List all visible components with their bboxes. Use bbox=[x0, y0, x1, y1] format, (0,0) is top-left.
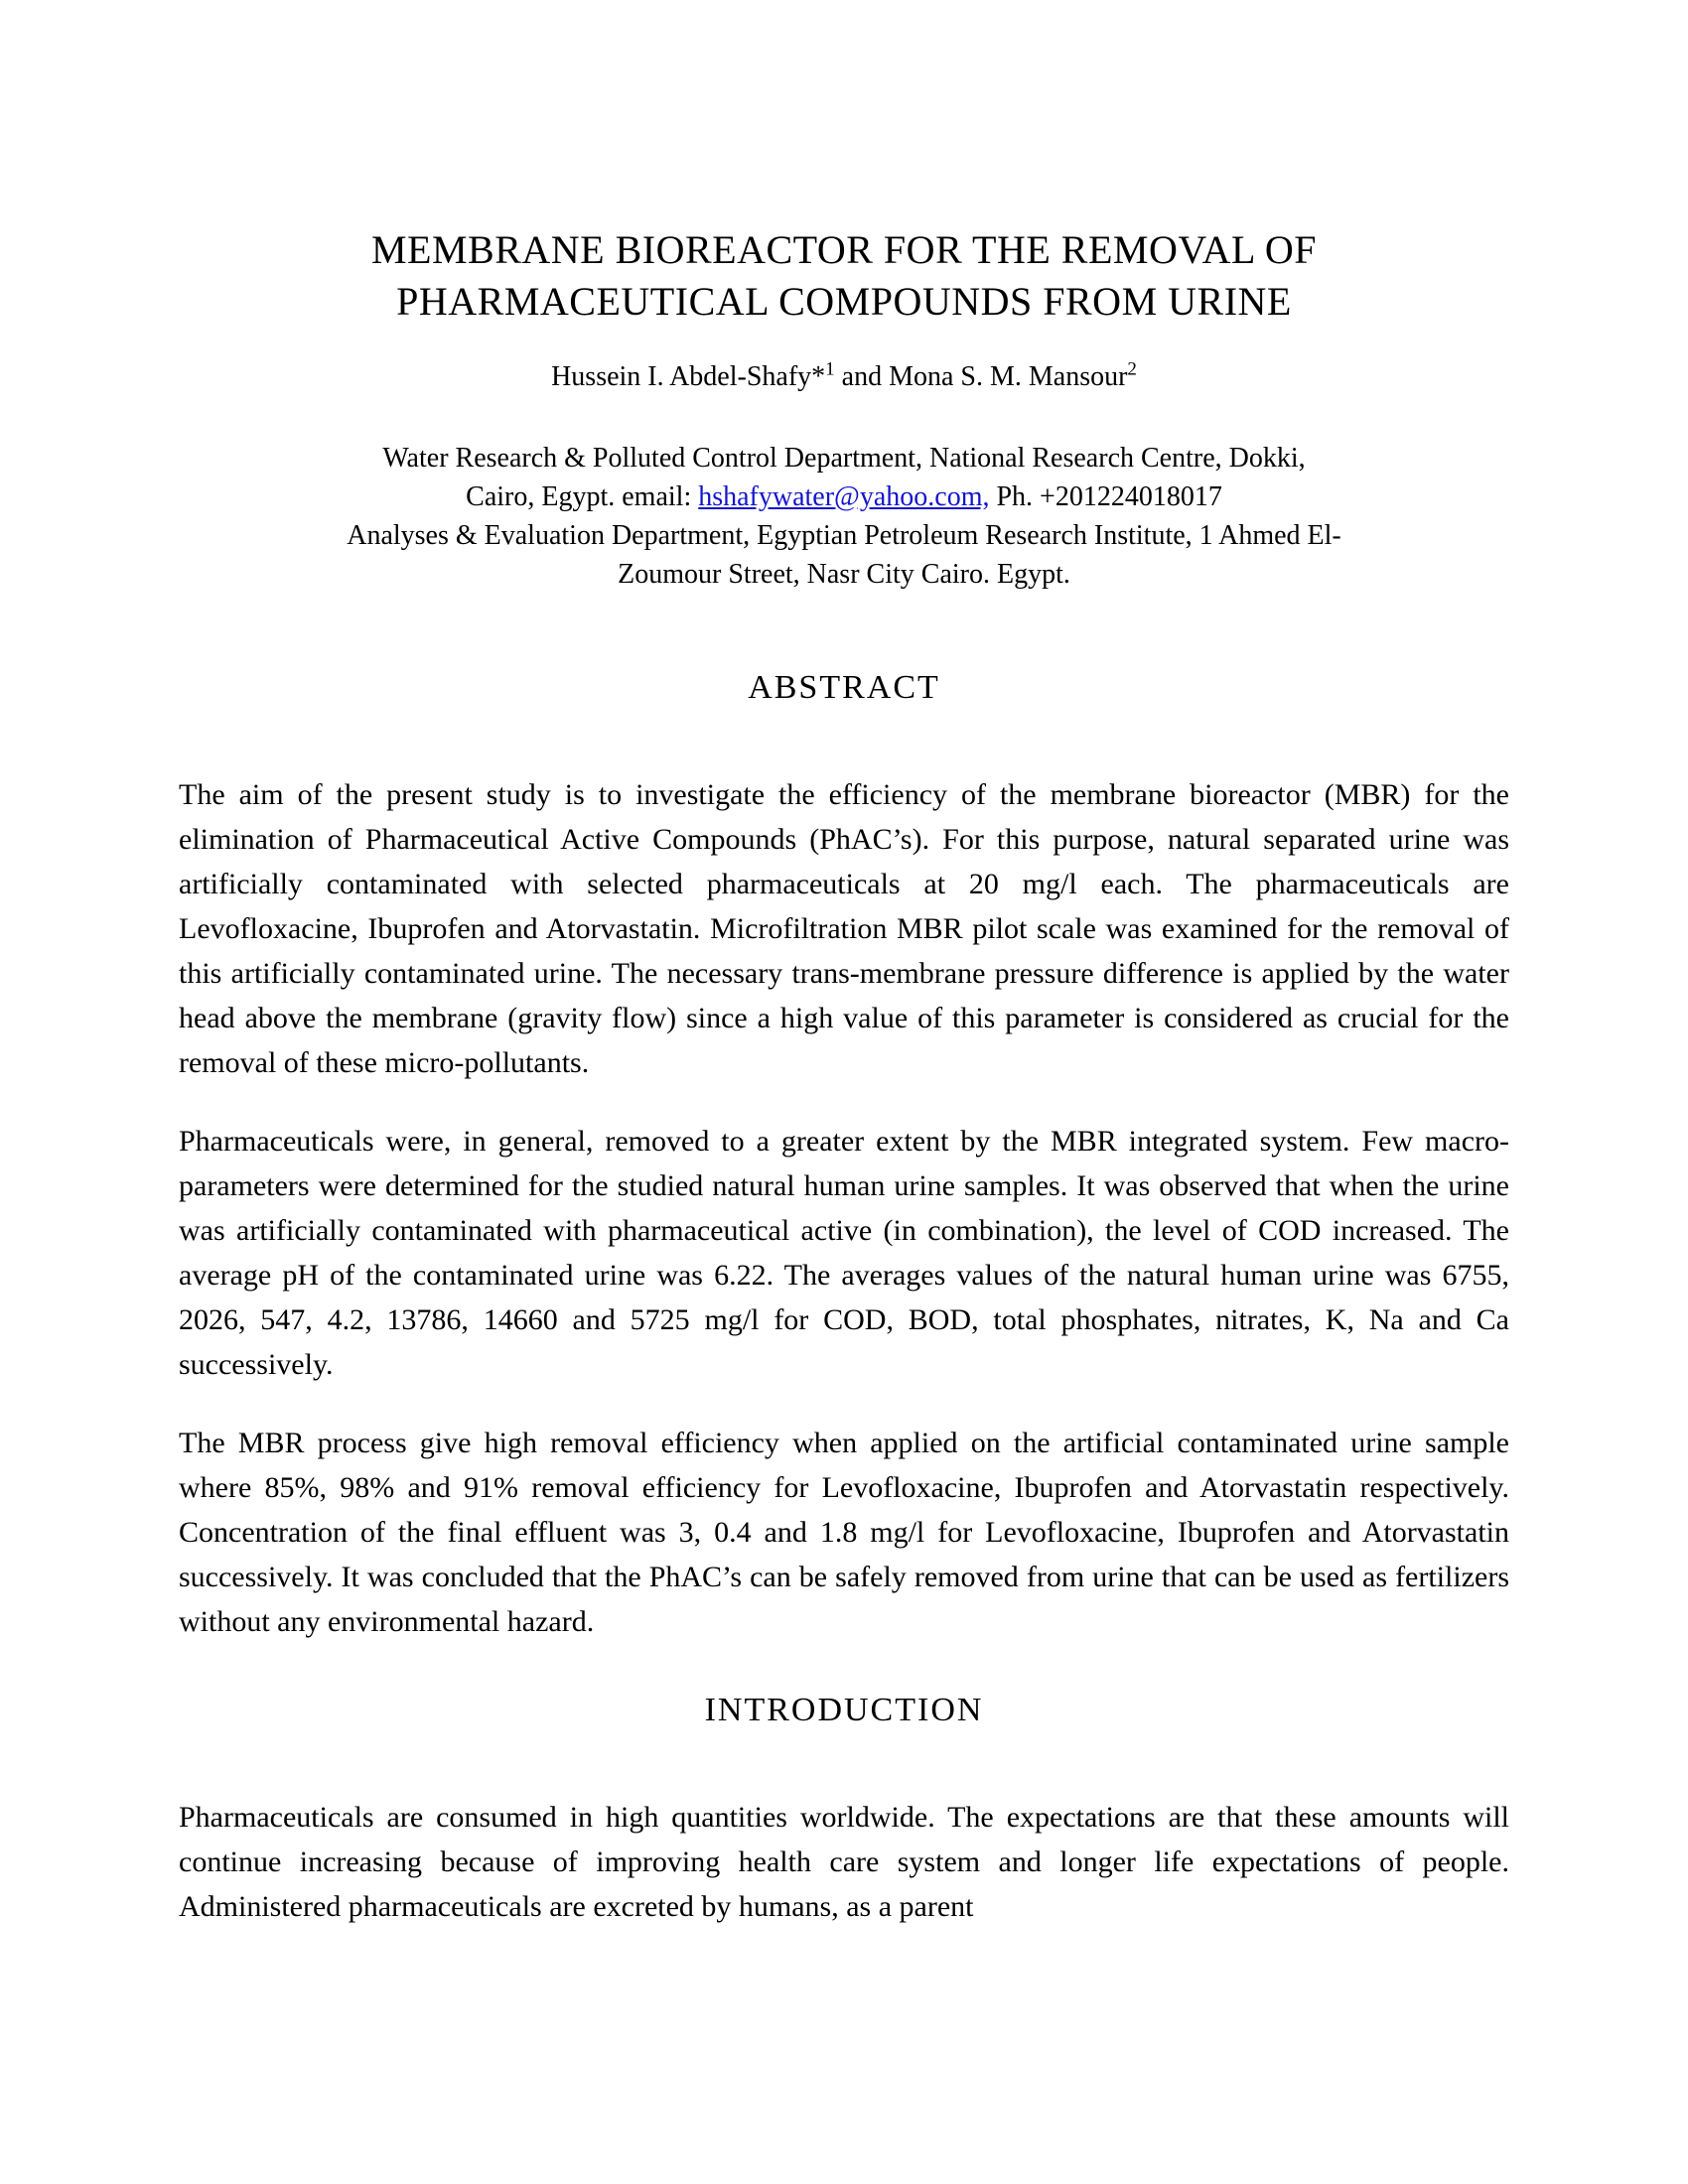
authors-line bbox=[179, 357, 1509, 397]
author-2: and Mona S. M. Mansour bbox=[834, 361, 1128, 392]
affiliation-line-2 bbox=[179, 478, 1509, 516]
affiliation-block bbox=[179, 439, 1509, 594]
author-2-affiliation-superscript: 2 bbox=[1127, 358, 1137, 380]
email-link[interactable]: hshafywater@yahoo.com, bbox=[698, 481, 990, 512]
abstract-paragraph-1: The aim of the present study is to investigate the efficiency of the membrane bioreactor (MBR) for the elimination of Pharmaceutical Active Compounds (PhAC’s). For this purpose, natural separated urine was artificially contaminated with selected pharmaceuticals at 20 mg/l each. The pharmaceuticals are Levofloxacine, Ibuprofen and Atorvastatin. Microfiltration MBR pilot scale was examined for the removal of this artificially contaminated urine. The necessary trans-membrane pressure difference is applied by the water head above the membrane (gravity flow) since a high value of this parameter is considered as crucial for the removal of these micro-pollutants. bbox=[179, 778, 1509, 1079]
affiliation-line-2-post: Ph. +201224018017 bbox=[989, 481, 1222, 512]
affiliation-line-2-pre: Cairo, Egypt. email: bbox=[466, 481, 699, 512]
paper-title bbox=[179, 224, 1509, 328]
abstract-paragraph-2: Pharmaceuticals were, in general, removed to a greater extent by the MBR integrated system. Few macro-parameters were determined for the studied natural human urine samples. It was observed that when the urine was artificially contaminated with pharmaceutical active (in combination), the level of COD increased. The average pH of the contaminated urine was 6.22. The averages values of the natural human urine was 6755, 2026, 547, 4.2, 13786, 14660 and 5725 mg/l for COD, BOD, total phosphates, nitrates, K, Na and Ca successively. bbox=[179, 1125, 1509, 1381]
affiliation-line-3: Analyses & Evaluation Department, Egyptian Petroleum Research Institute, 1 Ahmed El- bbox=[347, 520, 1341, 551]
abstract-paragraph-3: The MBR process give high removal efficiency when applied on the artificial contaminated urine sample where 85%, 98% and 91% removal efficiency for Levofloxacine, Ibuprofen and Atorvastatin respectively. Concentration of the final effluent was 3, 0.4 and 1.8 mg/l for Levofloxacine, Ibuprofen and Atorvastatin successively. It was concluded that the PhAC’s can be safely removed from urine that can be used as fertilizers without any environmental hazard. bbox=[179, 1427, 1509, 1638]
abstract-heading: ABSTRACT bbox=[748, 669, 940, 706]
affiliation-line-1: Water Research & Polluted Control Department, National Research Centre, Dokki, bbox=[382, 443, 1306, 474]
affiliation-line-4: Zoumour Street, Nasr City Cairo. Egypt. bbox=[618, 559, 1070, 590]
introduction-paragraph-1: Pharmaceuticals are consumed in high quantities worldwide. The expectations are that these amounts will continue increasing because of improving health care system and longer life expectations of people. Administered pharmaceuticals are excreted by humans, as a parent bbox=[179, 1801, 1509, 1923]
paper-title-line2: PHARMACEUTICAL COMPOUNDS FROM URINE bbox=[396, 279, 1292, 324]
paper-title-line1: MEMBRANE BIOREACTOR FOR THE REMOVAL OF bbox=[370, 227, 1318, 272]
introduction-heading: INTRODUCTION bbox=[704, 1692, 984, 1728]
author-1: Hussein I. Abdel-Shafy* bbox=[551, 361, 826, 392]
author-1-affiliation-superscript: 1 bbox=[825, 358, 835, 380]
